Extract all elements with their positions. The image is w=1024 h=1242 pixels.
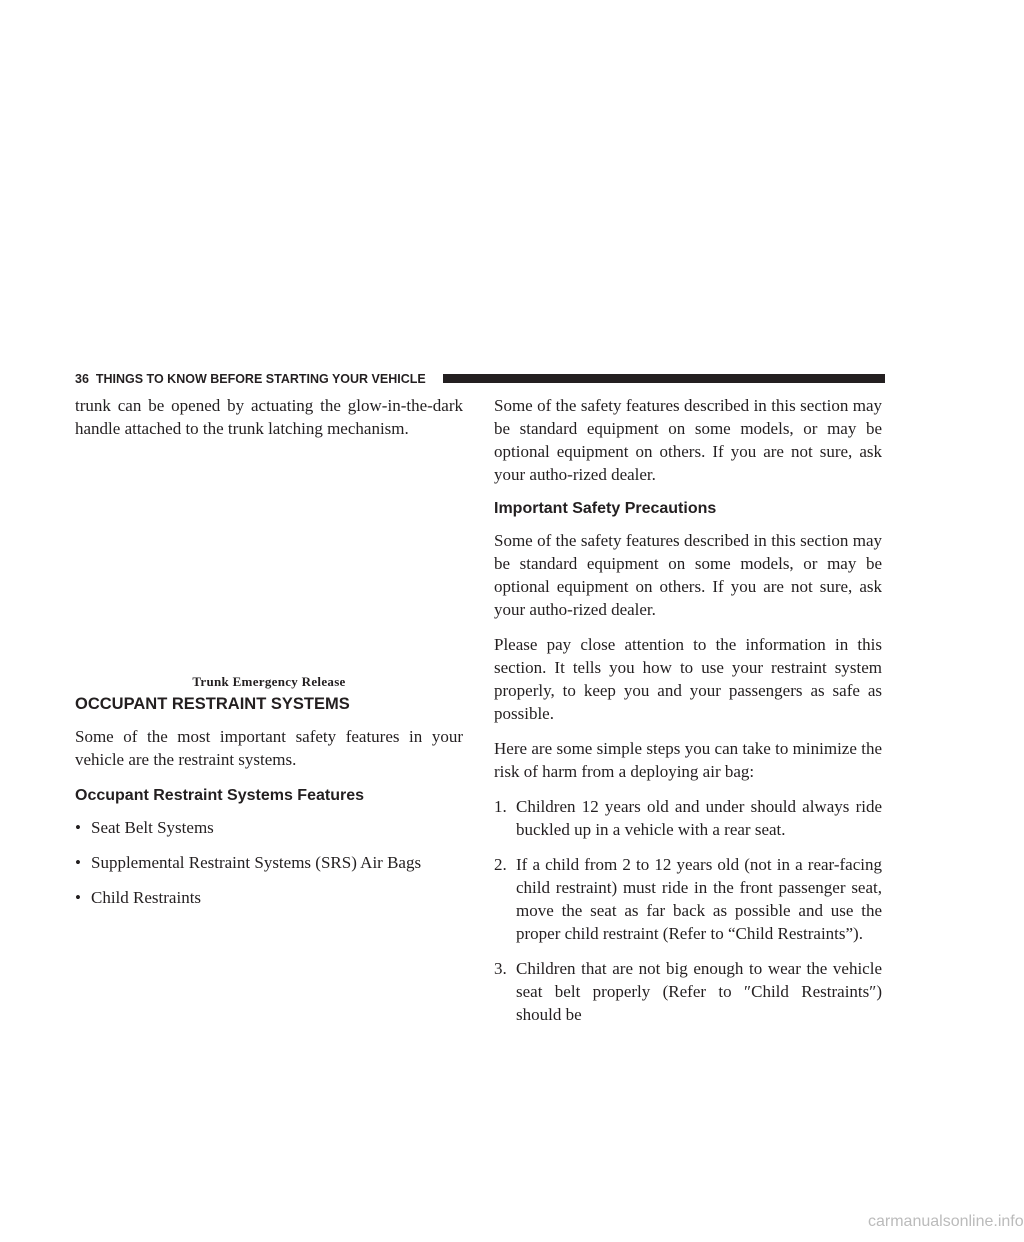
section-heading: OCCUPANT RESTRAINT SYSTEMS — [75, 695, 350, 713]
list-item-text: Seat Belt Systems — [91, 818, 214, 837]
step-text: Children that are not big enough to wear the vehicle seat belt properly (Refer to ″Child Restraints″) should be — [516, 959, 882, 1024]
bullet-icon: • — [75, 853, 81, 872]
section-paragraph: Some of the most important safety features in your vehicle are the restraint systems. — [75, 727, 463, 769]
header-rule — [443, 374, 885, 383]
trunk-release-image — [75, 452, 463, 674]
list-item — [75, 851, 463, 874]
list-item — [494, 795, 882, 841]
steps-intro-paragraph: Here are some simple steps you can take to minimize the risk of harm from a deploying air bag: — [494, 739, 882, 781]
list-item — [494, 853, 882, 945]
watermark-text[interactable]: carmanualsonline.info — [868, 1213, 1024, 1230]
step-number: 2. — [494, 855, 507, 874]
precautions-paragraph: Some of the safety features described in this section may be standard equipment on some models, or may be optional equipment on others. If you are not sure, ask your autho-rized dealer. — [494, 531, 882, 619]
intro-paragraph: trunk can be opened by actuating the glow-in-the-dark handle attached to the trunk latching mechanism. — [75, 396, 463, 438]
header-text — [75, 371, 426, 387]
list-item — [75, 816, 463, 839]
chapter-title: THINGS TO KNOW BEFORE STARTING YOUR VEHICLE — [95, 372, 426, 386]
step-number: 1. — [494, 797, 507, 816]
steps-list — [494, 795, 882, 1026]
features-heading: Occupant Restraint Systems Features — [75, 787, 364, 804]
image-caption: Trunk Emergency Release — [192, 674, 346, 689]
step-number: 3. — [494, 959, 507, 978]
step-text: If a child from 2 to 12 years old (not in a rear-facing child restraint) must ride in the front passenger seat, move the seat as far back as possible and use the proper child restraint (Refer to “Child Restraints”). — [516, 855, 882, 943]
step-text: Children 12 years old and under should always ride buckled up in a vehicle with a rear seat. — [516, 797, 882, 839]
features-list — [75, 816, 463, 909]
running-header — [75, 371, 885, 387]
right-column — [494, 394, 882, 1038]
intro-paragraph: Some of the safety features described in this section may be standard equipment on some models, or may be optional equipment on others. If you are not sure, ask your autho-rized dealer. — [494, 396, 882, 484]
list-item — [75, 886, 463, 909]
list-item-text: Supplemental Restraint Systems (SRS) Air Bags — [91, 853, 422, 872]
bullet-icon: • — [75, 888, 81, 907]
attention-paragraph: Please pay close attention to the information in this section. It tells you how to use your restraint system properly, to keep you and your passengers as safe as possible. — [494, 635, 882, 723]
page-number: 36 — [75, 372, 89, 386]
bullet-icon: • — [75, 818, 81, 837]
left-column — [75, 394, 463, 921]
list-item-text: Child Restraints — [91, 888, 202, 907]
precautions-heading: Important Safety Precautions — [494, 500, 717, 517]
list-item — [494, 957, 882, 1026]
